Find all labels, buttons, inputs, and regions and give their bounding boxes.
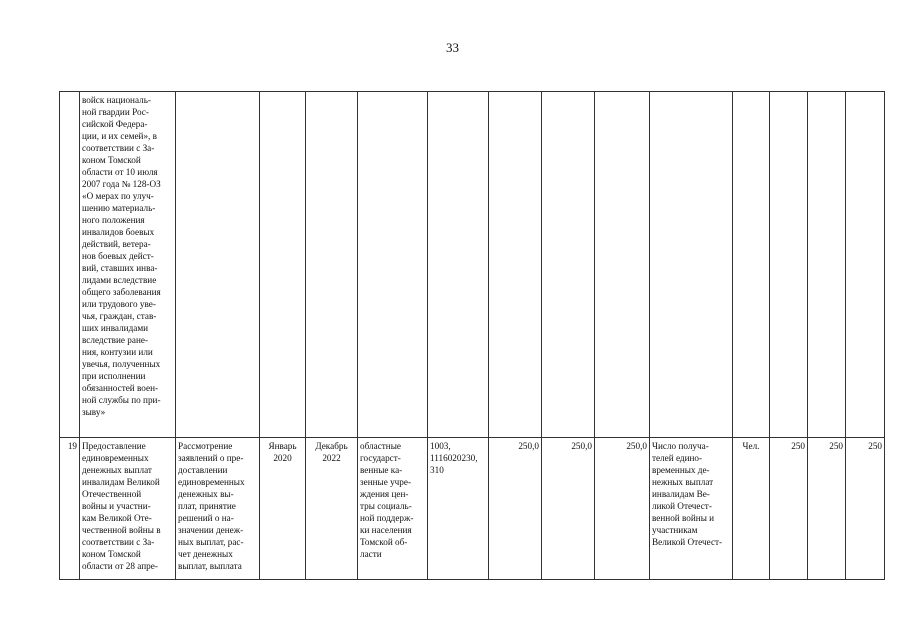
cell-text-line: соответствии с За-	[82, 143, 155, 153]
budget-code-cell	[428, 438, 489, 580]
row-number-cell	[60, 92, 80, 438]
cell-text-line: общего заболевания	[82, 287, 161, 297]
cell-text-line: вследствие ране-	[82, 335, 149, 345]
cell-text-line: единовременных	[82, 453, 149, 463]
cell-text-line: участникам	[652, 525, 698, 535]
row-number-cell: 19	[60, 438, 80, 580]
cell-text-line: денежных выплат	[82, 465, 152, 475]
cell-text-line: действий, ветера-	[82, 239, 151, 249]
cell-text-line: чественной войны в	[82, 525, 161, 535]
cell-text-line: инвалидам Великой	[82, 477, 160, 487]
cell-text-line: ции, и их семей», в	[82, 131, 157, 141]
cell-text-line: Рассмотрение	[178, 441, 233, 451]
unit-cell: Чел.	[733, 438, 770, 580]
cell-text-line: ных выплат, рас-	[178, 537, 244, 547]
target-2021-cell	[808, 92, 846, 438]
cell-text-line: шению материаль-	[82, 203, 156, 213]
cell-text-line: областные	[360, 441, 401, 451]
cell-text-line: плат, принятие	[178, 501, 236, 511]
cell-text-line: нов боевых дейст-	[82, 251, 154, 261]
target-2020-cell	[770, 92, 808, 438]
funding-2022-cell: 250,0	[595, 438, 650, 580]
funding-2021-cell	[542, 92, 595, 438]
cell-text-line: ного положения	[82, 215, 145, 225]
cell-text-line: ной гвардии Рос-	[82, 107, 149, 117]
target-2022-cell: 250	[846, 438, 885, 580]
target-2020-cell: 250	[770, 438, 808, 580]
measure-content-cell	[176, 438, 260, 580]
cell-text-line: области от 28 апре-	[82, 561, 158, 571]
cell-text-line: решений о на-	[178, 513, 234, 523]
table-row	[60, 438, 885, 580]
cell-text-line: Предоставление	[82, 441, 146, 451]
cell-text-line: венной войны и	[652, 513, 715, 523]
cell-text-line: Томской об-	[360, 537, 408, 547]
cell-text-line: тры социаль-	[360, 501, 412, 511]
cell-text-line: 1116020230,	[430, 453, 478, 463]
funding-2020-cell: 250,0	[489, 438, 542, 580]
cell-text-line: зенные учре-	[360, 477, 412, 487]
executor-cell	[358, 438, 428, 580]
cell-text-line: при исполнении	[82, 371, 146, 381]
target-2021-cell: 250	[808, 438, 846, 580]
cell-text-line: инвалидов боевых	[82, 227, 155, 237]
cell-text-line: сийской Федера-	[82, 119, 148, 129]
cell-text-line: денежных вы-	[178, 489, 234, 499]
cell-text-line: значении денеж-	[178, 525, 244, 535]
cell-text-line: ших инвалидами	[82, 323, 149, 333]
cell-text-line: телей едино-	[652, 453, 703, 463]
cell-text-line: ласти	[360, 549, 382, 559]
budget-code-cell	[428, 92, 489, 438]
cell-text-line: временных де-	[652, 465, 710, 475]
cell-text-line: коном Томской	[82, 549, 141, 559]
cell-text-line: ния, контузии или	[82, 347, 153, 357]
funding-2020-cell	[489, 92, 542, 438]
cell-text-line: ной службы по при-	[82, 395, 161, 405]
funding-2022-cell	[595, 92, 650, 438]
cell-text-line: «О мерах по улуч-	[82, 191, 154, 201]
cell-text-line: кам Великой Оте-	[82, 513, 152, 523]
start-date-cell: Январь 2020	[260, 438, 306, 580]
program-measures-table	[59, 91, 885, 580]
unit-cell	[733, 92, 770, 438]
cell-text-line: инвалидам Ве-	[652, 489, 710, 499]
cell-text-line: доставлении	[178, 465, 228, 475]
cell-text-line: ждения цен-	[360, 489, 409, 499]
measure-content-cell	[176, 92, 260, 438]
measure-name-cell	[80, 92, 176, 438]
end-date-cell: Декабрь 2022	[306, 438, 358, 580]
cell-text-line: ной поддерж-	[360, 513, 414, 523]
cell-text-line: выплат, выплата	[178, 561, 242, 571]
start-date-cell	[260, 92, 306, 438]
cell-text-line: 310	[430, 465, 444, 475]
cell-text-line: войны и участни-	[82, 501, 151, 511]
cell-text-line: коном Томской	[82, 155, 141, 165]
indicator-cell	[650, 438, 733, 580]
cell-text-line: 2007 года № 128-ОЗ	[82, 179, 161, 189]
table-row	[60, 92, 885, 438]
cell-text-line: единовременных	[178, 477, 245, 487]
cell-text-line: чья, граждан, став-	[82, 311, 157, 321]
cell-text-line: ки населения	[360, 525, 412, 535]
cell-text-line: нежных выплат	[652, 477, 714, 487]
funding-2021-cell: 250,0	[542, 438, 595, 580]
cell-text-line: зыву»	[82, 407, 106, 417]
end-date-cell	[306, 92, 358, 438]
cell-text-line: лидами вследствие	[82, 275, 157, 285]
cell-text-line: или трудового уве-	[82, 299, 156, 309]
cell-text-line: чет денежных	[178, 549, 233, 559]
cell-text-line: области от 10 июля	[82, 167, 158, 177]
page-number: 33	[446, 40, 459, 55]
cell-text-line: Число получа-	[652, 441, 709, 451]
cell-text-line: вий, ставших инва-	[82, 263, 158, 273]
cell-text-line: обязанностей воен-	[82, 383, 159, 393]
measure-name-cell	[80, 438, 176, 580]
cell-text-line: заявлений о пре-	[178, 453, 244, 463]
cell-text-line: Великой Отечест-	[652, 537, 723, 547]
cell-text-line: Отечественной	[82, 489, 142, 499]
cell-text-line: венные ка-	[360, 465, 403, 475]
cell-text-line: войск националь-	[82, 95, 151, 105]
cell-text-line: ликой Отечест-	[652, 501, 712, 511]
indicator-cell	[650, 92, 733, 438]
cell-text-line: 1003,	[430, 441, 451, 451]
executor-cell	[358, 92, 428, 438]
cell-text-line: увечья, полученных	[82, 359, 161, 369]
target-2022-cell	[846, 92, 885, 438]
cell-text-line: соответствии с За-	[82, 537, 155, 547]
cell-text-line: государст-	[360, 453, 401, 463]
